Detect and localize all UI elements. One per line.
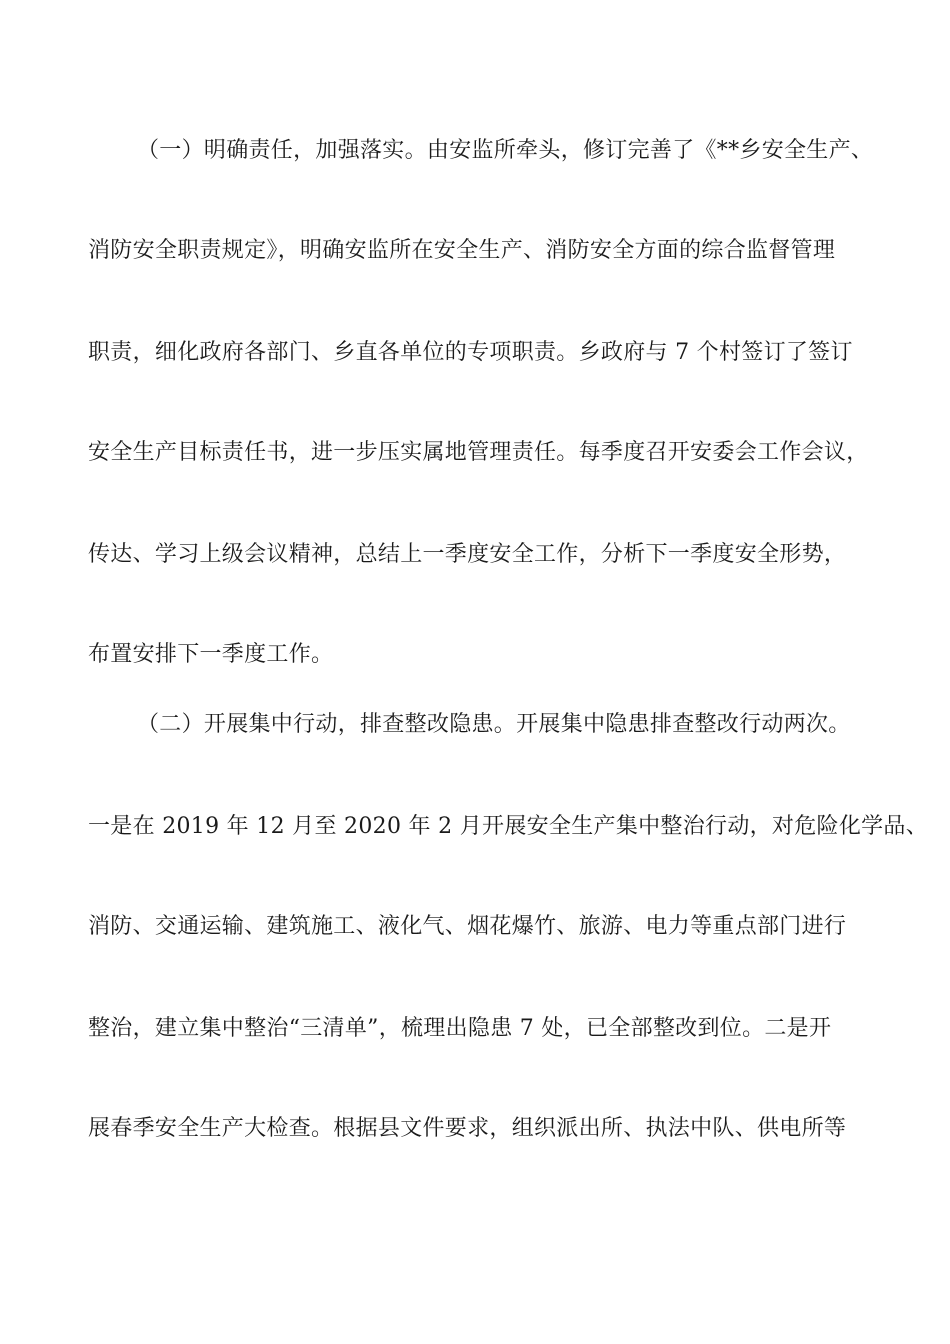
- paragraph-1-line-4: 安全生产目标责任书，进一步压实属地管理责任。每季度召开安委会工作会议，: [88, 440, 869, 465]
- paragraph-1-line-2: 消防安全职责规定》，明确安监所在安全生产、消防安全方面的综合监督管理: [88, 238, 836, 263]
- paragraph-1-line-6: 布置安排下一季度工作。: [88, 642, 334, 667]
- paragraph-2-line-3: 消防、交通运输、建筑施工、液化气、烟花爆竹、旅游、电力等重点部门进行: [88, 914, 847, 939]
- paragraph-2-line-2: 一是在 2019 年 12 月至 2020 年 2 月开展安全生产集中整治行动，对危险化学品、: [88, 814, 929, 839]
- paragraph-1-line-1: （一）明确责任，加强落实。由安监所牵头，修订完善了《**乡安全生产、: [137, 138, 874, 163]
- paragraph-2-line-5: 展春季安全生产大检查。根据县文件要求，组织派出所、执法中队、供电所等: [88, 1116, 847, 1141]
- paragraph-1-line-5: 传达、学习上级会议精神，总结上一季度安全工作，分析下一季度安全形势，: [88, 542, 847, 567]
- paragraph-1-line-3: 职责，细化政府各部门、乡直各单位的专项职责。乡政府与 7 个村签订了签订: [88, 340, 853, 365]
- paragraph-2-line-1: （二）开展集中行动，排查整改隐患。开展集中隐患排查整改行动两次。: [137, 712, 851, 737]
- paragraph-2-line-4: 整治，建立集中整治“三清单”，梳理出隐患 7 处，已全部整改到位。二是开: [88, 1016, 832, 1041]
